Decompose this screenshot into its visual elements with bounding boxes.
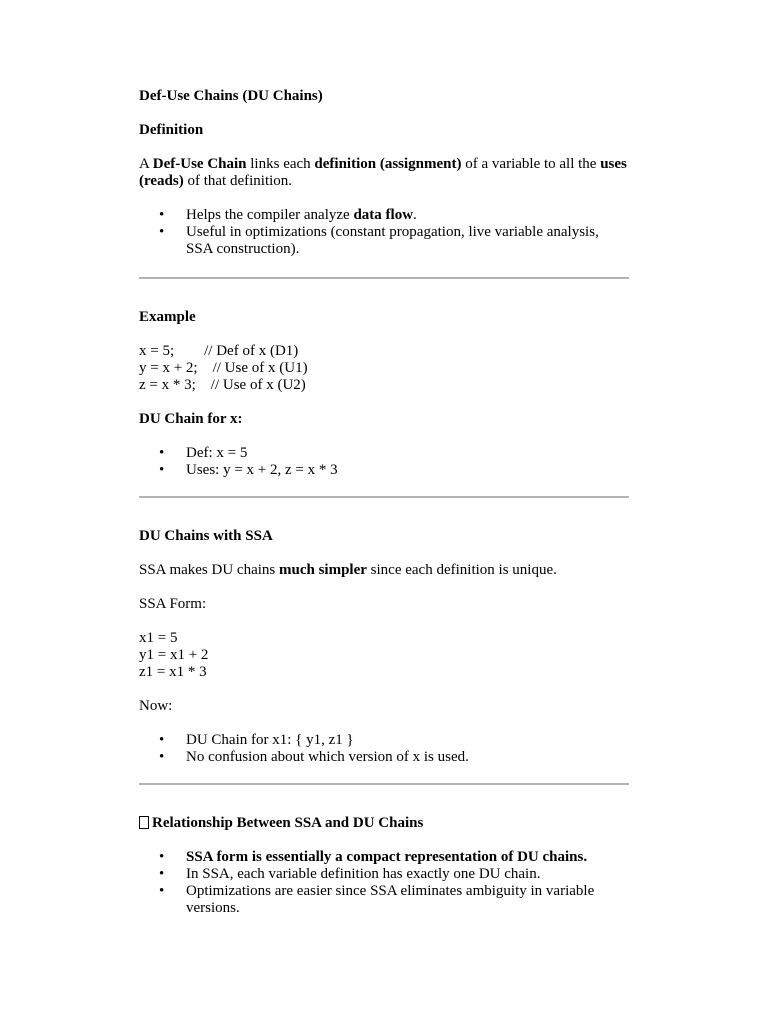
ssa-form-label: SSA Form:: [139, 596, 207, 612]
list-item: • Helps the compiler analyze data flow.: [159, 207, 417, 223]
ssa-heading: DU Chains with SSA: [139, 528, 273, 544]
definition-paragraph: A Def-Use Chain links each definition (assignment) of a variable to all the uses (reads) of that definition.: [139, 156, 627, 189]
relationship-heading: Relationship Between SSA and DU Chains: [139, 815, 629, 832]
relationship-bullet-list: [139, 849, 629, 917]
bullet-icon: •: [159, 849, 165, 865]
list-item: • DU Chain for x1: { y1, z1 }: [159, 732, 354, 748]
example-heading: Example: [139, 309, 196, 325]
bullet-icon: •: [159, 732, 165, 748]
du-chain-heading: DU Chain for x:: [139, 411, 243, 427]
example-bullet-list: [139, 445, 629, 479]
bullet-icon: •: [159, 207, 165, 223]
ssa-paragraph: SSA makes DU chains much simpler since each definition is unique.: [139, 562, 557, 578]
list-item: • No confusion about which version of x is used.: [159, 749, 469, 765]
bullet-icon: •: [159, 445, 165, 461]
code-line: y1 = x1 + 2: [139, 647, 209, 663]
code-line: y = x + 2; // Use of x (U1): [139, 360, 308, 376]
list-item: • Def: x = 5: [159, 445, 248, 461]
code-line: z = x * 3; // Use of x (U2): [139, 377, 306, 393]
bullet-icon: •: [159, 749, 165, 765]
bullet-icon: •: [159, 462, 165, 478]
list-item: • Useful in optimizations (constant propagation, live variable analysis, SSA construction).: [159, 224, 599, 257]
missing-glyph-icon: [139, 816, 149, 829]
code-line: x = 5; // Def of x (D1): [139, 343, 299, 359]
bullet-icon: •: [159, 883, 165, 899]
list-item: • SSA form is essentially a compact representation of DU chains.: [159, 849, 588, 865]
list-item: • In SSA, each variable definition has exactly one DU chain.: [159, 866, 541, 882]
now-label: Now:: [139, 698, 173, 714]
ssa-bullet-list: [139, 732, 629, 766]
list-item: • Uses: y = x + 2, z = x * 3: [159, 462, 338, 478]
example-code-block: [139, 343, 629, 394]
definition-bullet-list: [139, 207, 629, 258]
ssa-code-block: [139, 630, 629, 681]
bullet-icon: •: [159, 866, 165, 882]
document-page: [139, 88, 629, 917]
definition-heading: Definition: [139, 122, 204, 138]
document-title: Def-Use Chains (DU Chains): [139, 88, 323, 104]
bullet-icon: •: [159, 224, 165, 240]
list-item: • Optimizations are easier since SSA eliminates ambiguity in variable versions.: [159, 883, 595, 916]
code-line: x1 = 5: [139, 630, 178, 646]
code-line: z1 = x1 * 3: [139, 664, 207, 680]
